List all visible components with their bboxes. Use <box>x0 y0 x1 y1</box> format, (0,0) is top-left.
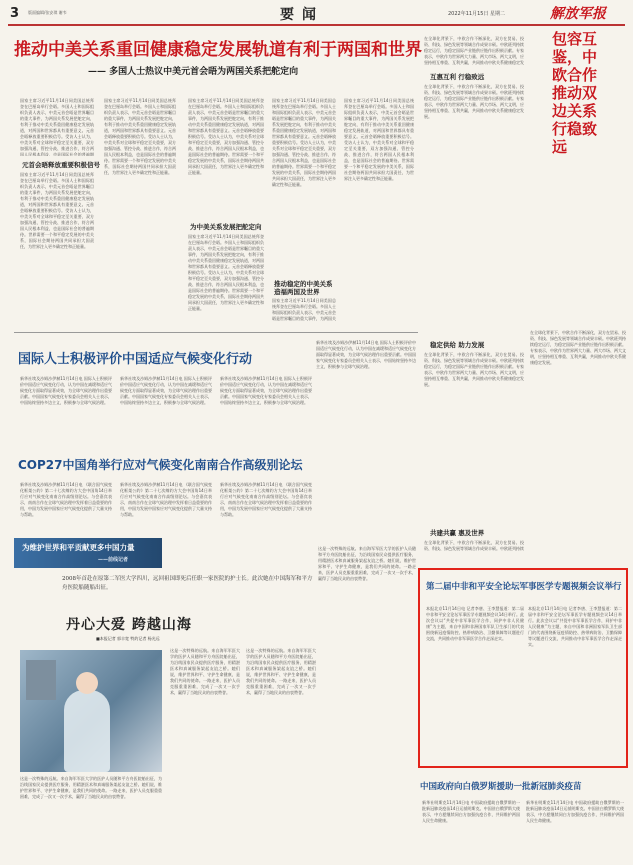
side-column-1b: 在全球化背景下，中欧合作不断深化，双方在贸易、投资、科技、绿色发展等领域合作成果丰硕。中欧班列持续稳定运行，为稳定国际产业链供应链作出积极贡献。专家表示，中欧作为世界两大力量、两大市场、两大文明，应坚持相互尊重、互利共赢，共同推动中欧关系健康稳定发展。 <box>424 84 524 119</box>
climate-column-1: 新华社埃及沙姆沙伊赫11月14日电 国际人士积极评价中国适应气候变化行动，认为中国在减缓和适应气候变化方面取得显著成效，为全球气候治理作出重要贡献。中国国家气候变化专家委员会相关人士表示，中国始终坚持多边主义，积极参与全球气候治理。 <box>20 376 112 405</box>
side-column-1: 在全球化背景下，中欧合作不断深化，双方在贸易、投资、科技、绿色发展等领域合作成果丰硕。中欧班列持续稳定运行，为稳定国际产业链供应链作出积极贡献。专家表示，中欧作为世界两大力量、两大市场、两大文明，应坚持相互尊重、互利共赢，共同推动中欧关系健康稳定发 <box>424 36 524 65</box>
lead-column-4b: 国家主席习近平11月14日同美国总统拜登在巴厘岛举行会晤。多国人士和国际组织负责人表示，中美元首会晤是世界瞩目的重大事件，为两国关 <box>272 298 336 321</box>
section-name: 要闻 <box>280 7 324 23</box>
feature-quote: 2008年首赴在原第二军医大学四川，远回祖国即死后任职一家医院的护士长。此次她在中国海军和平方舟医院船随船出征。 <box>62 576 313 591</box>
middle-column-a: 新华社埃及沙姆沙伊赫11月14日电 国际人士积极评价中国适应气候变化行动，认为中国在减缓和适应气候变化方面取得显著成效，为全球气候治理作出重要贡献。中国国家气候变化专家委员会相关人士表示，中国始终坚持多边主义，积极参与全球气候治理。 <box>316 340 416 369</box>
defense-article-box <box>418 568 628 768</box>
newspaper-logo: 解放军报 <box>550 6 606 22</box>
section-meta: 版面编辑/张安琪 谢韦 <box>28 10 67 15</box>
feature-byline: ■本报记者 郭丰宽 特约记者 杨光远 <box>96 636 160 641</box>
photo-figure <box>64 690 110 772</box>
climate-column-3: 新华社埃及沙姆沙伊赫11月14日电 国际人士积极评价中国适应气候变化行动，认为中国在减缓和适应气候变化方面取得显著成效，为全球气候治理作出重要贡献。中国国家气候变化专家委员会相关人士表示，中国始终坚持多边主义，积极参与全球气候治理。 <box>220 376 312 405</box>
lead-column-5: 国家主席习近平11月14日同美国总统拜登在巴厘岛举行会晤。多国人士和国际组织负责人表示，中美元首会晤是世界瞩目的重大事件，为两国关系发展把舵定向，有利于推动中美关系重回健康稳定发展轨道，对两国和世界都具有重要意义。元首会晤释放重要积极信号。受访人士认为，中美关系对全球和平稳定至关重要，双方加强沟通、管控分歧、推进合作，符合两国人民根本利益，也是国际社会的普遍期待。世界需要一个和平稳定发展的中美关系，国际社会期待两国共同承担大国责任，为世界注入更多确定性和正能量。 <box>344 98 414 181</box>
lead-subhead-1: 元首会晤释放重要积极信号 <box>22 161 100 169</box>
lead-subtitle: —— 多国人士热议中美元首会晤为两国关系把舵定向 <box>88 67 299 77</box>
cop27-column-2: 新华社埃及沙姆沙伊赫11月14日电 《联合国气候变化框架公约》第二十七次缔约方大会中国角14日举行应对气候变化南南合作高级别论坛。与会嘉宾表示，南南合作在全球气候治理中发挥着日益重要的作用，中国为发展中国家应对气候变化提供了大量支持与帮助。 <box>120 482 212 517</box>
lead-subhead-2: 为中美关系发展把舵定向 <box>190 223 262 231</box>
lead-title: 推动中美关系重回健康稳定发展轨道有利于两国和世界 <box>14 40 422 60</box>
side-column-2: 在全球化背景下，中欧合作不断深化，双方在贸易、投资、科技、绿色发展等领域合作成果丰硕。中欧班列持续稳定运行，为稳定国际产业链供应链作出积极贡献。专家表示，中欧作为世界两大力量、两大市场、两大文明，应坚持相互尊重、互利共赢，共同推动中欧关系健康稳定发展。 <box>424 352 524 387</box>
date-line: 2022年11月15日 星期二 <box>448 11 506 17</box>
masthead-rule <box>8 24 625 26</box>
side-column-4: 在全球化背景下，中欧合作不断深化，双方在贸易、投资、科技、绿色发展等领域合作成果丰硕。中欧班列持续稳定运行，为稳定国际产业链供应链作出积极贡献。专家表示，中欧作为世界两大力量、两大市场、两大文明，应坚持相互尊重、互利共赢，共同推动中欧关系健康稳定发展。 <box>530 330 626 365</box>
cop27-column-3: 新华社埃及沙姆沙伊赫11月14日电 《联合国气候变化框架公约》第二十七次缔约方大会中国角14日举行应对气候变化南南合作高级别论坛。与会嘉宾表示，南南合作在全球气候治理中发挥着日益重要的作用，中国为发展中国家应对气候变化提供了大量支持与帮助。 <box>220 482 312 517</box>
cop27-column-1: 新华社埃及沙姆沙伊赫11月14日电 《联合国气候变化框架公约》第二十七次缔约方大会中国角14日举行应对气候变化南南合作高级别论坛。与会嘉宾表示，南南合作在全球气候治理中发挥着日益重要的作用，中国为发展中国家应对气候变化提供了大量支持与帮助。 <box>20 482 112 517</box>
lead-subhead-3: 推动稳定的中美关系造福两国及世界 <box>274 280 333 296</box>
lead-column-1: 国家主席习近平11月14日同美国总统拜登在巴厘岛举行会晤。多国人士和国际组织负责人表示，中美元首会晤是世界瞩目的重大事件，为两国关系发展把舵定向，有利于推动中美关系重回健康稳定发展轨道，对两国和世界都具有重要意义。元首会晤释放重要积极信号。受访人士认为，中美关系对全球和平稳定至关重要，双方加强沟通、管控分歧、推进合作，符合两国人民根本利益，也是国际社会的普遍期 <box>20 98 94 156</box>
defense-column-1: 本报北京11月14日电 记者李唐、王李慧报道：第二届中非和平安全论坛军事医学专题视频会议14日举行。此次会议以“共促中非军事医学合作，同护中非人民健康”为主题，来自中国和非洲国家军队卫生部门的代表围绕新冠疫情防控、热带病防治、卫勤保障等议题进行交流，共同推动中非军事医学合作走深走实。 <box>426 606 524 641</box>
lead-column-4: 国家主席习近平11月14日同美国总统拜登在巴厘岛举行会晤。多国人士和国际组织负责人表示，中美元首会晤是世界瞩目的重大事件，为两国关系发展把舵定向，有利于推动中美关系重回健康稳定发展轨道，对两国和世界都具有重要意义。元首会晤释放重要积极信号。受访人士认为，中美关系对全球和平稳定至关重要，双方加强沟通、管控分歧、推进合作，符合两国人民根本利益，也是国际社会的普遍期待。世界需要一个和平稳定发展的中美关系，国际社会期待两国共同承担大国责任，为世界注入更多确定性和正能量。 <box>272 98 336 187</box>
side-banner <box>534 30 630 330</box>
lead-column-1b: 国家主席习近平11月14日同美国总统拜登在巴厘岛举行会晤。多国人士和国际组织负责人表示，中美元首会晤是世界瞩目的重大事件，为两国关系发展把舵定向，有利于推动中美关系重回健康稳定发展轨道，对两国和世界都具有重要意义。元首会晤释放重要积极信号。受访人士认为，中美关系对全球和平稳定至关重要，双方加强沟通、管控分歧、推进合作，符合两国人民根本利益，也是国际社会的普遍期待。世界需要一个和平稳定发展的中美关系，国际社会期待两国共同承担大国责任，为世界注入更多确定性和正能量。 <box>20 172 94 249</box>
vaccine-column-1: 新华社明斯克11月14日电 中国政府援助白俄罗斯的一批新冠肺炎疫苗14日运抵明斯克。中国驻白俄罗斯大使表示，中方愿继续同白方加强抗疫合作，共同维护两国人民生命健康。 <box>422 800 520 823</box>
lead-column-3: 国家主席习近平11月14日同美国总统拜登在巴厘岛举行会晤。多国人士和国际组织负责人表示，中美元首会晤是世界瞩目的重大事件，为两国关系发展把舵定向，有利于推动中美关系重回健康稳定发展轨道，对两国和世界都具有重要意义。元首会晤释放重要积极信号。受访人士认为，中美关系对全球和平稳定至关重要，双方加强沟通、管控分歧、推进合作，符合两国人民根本利益，也是国际社会的普遍期待。世界需要一个和平稳定发展的中美关系，国际社会期待两国共同承担大国责任，为世界注入更多确定性和正能量。 <box>188 98 264 175</box>
photo-figure-head <box>76 672 98 694</box>
photo-equipment <box>26 660 56 700</box>
feature-column-2: 这是一次特殊的远航。来自海军军医大学的医护人员随和平方舟医院船出征，为沿线国家民众提供医疗服务，用精湛医术和真诚服务架起友谊之桥。她们说，维护世界和平、守护生命健康，是我们共同的使命。一路走来，医护人员克服重重困难，完成了一次又一次手术，赢得了当地民众的由衷赞誉。 <box>170 648 240 695</box>
masthead <box>0 0 633 24</box>
side-subhead-3: 共建共赢 惠及世界 <box>430 529 485 537</box>
vaccine-title: 中国政府向白俄罗斯援助一批新冠肺炎疫苗 <box>420 782 582 792</box>
side-subhead-1: 互惠互利 行稳致远 <box>430 73 485 81</box>
lead-column-2: 国家主席习近平11月14日同美国总统拜登在巴厘岛举行会晤。多国人士和国际组织负责人表示，中美元首会晤是世界瞩目的重大事件，为两国关系发展把舵定向，有利于推动中美关系重回健康稳定发展轨道，对两国和世界都具有重要意义。元首会晤释放重要积极信号。受访人士认为，中美关系对全球和平稳定至关重要，双方加强沟通、管控分歧、推进合作，符合两国人民根本利益，也是国际社会的普遍期待。世界需要一个和平稳定发展的中美关系，国际社会期待两国共同承担大国责任，为世界注入更多确定性和正能量。 <box>104 98 176 175</box>
lead-bottom-rule <box>14 332 418 333</box>
side-banner-title: 包容互鉴，中欧合作推动双边关系行稳致远 <box>552 30 598 156</box>
lead-column-3b: 国家主席习近平11月14日同美国总统拜登在巴厘岛举行会晤。多国人士和国际组织负责人表示，中美元首会晤是世界瞩目的重大事件，为两国关系发展把舵定向，有利于推动中美关系重回健康稳定发展轨道，对两国和世界都具有重要意义。元首会晤释放重要积极信号。受访人士认为，中美关系对全球和平稳定至关重要，双方加强沟通、管控分歧、推进合作，符合两国人民根本利益，也是国际社会的普遍期待。世界需要一个和平稳定发展的中美关系，国际社会期待两国共同承担大国责任，为世界注入更多确定性和正能量。 <box>188 234 264 311</box>
page-number: 3 <box>10 6 20 21</box>
feature-banner <box>14 538 162 568</box>
side-subhead-2: 稳定供给 助力发展 <box>430 341 485 349</box>
feature-photo <box>20 650 162 772</box>
defense-title: 第二届中非和平安全论坛军事医学专题视频会议举行 <box>426 582 622 592</box>
climate-column-2: 新华社埃及沙姆沙伊赫11月14日电 国际人士积极评价中国适应气候变化行动，认为中国在减缓和适应气候变化方面取得显著成效，为全球气候治理作出重要贡献。中国国家气候变化专家委员会相关人士表示，中国始终坚持多边主义，积极参与全球气候治理。 <box>120 376 212 405</box>
feature-title: 丹心大爱 跨越山海 <box>66 617 192 633</box>
feature-banner-sub: ——前线记者 <box>98 557 129 563</box>
middle-column-b: 这是一次特殊的远航。来自海军军医大学的医护人员随和平方舟医院船出征，为沿线国家民众提供医疗服务，用精湛医术和真诚服务架起友谊之桥。她们说，维护世界和平、守护生命健康，是我们共同的使命。一路走来，医护人员克服重重困难，完成了一次又一次手术，赢得了当地民众的由衷赞誉。 <box>318 546 416 581</box>
side-column-3: 在全球化背景下，中欧合作不断深化，双方在贸易、投资、科技、绿色发展等领域合作成果丰硕。中欧班列持续 <box>424 540 524 551</box>
feature-photo-caption: 这是一次特殊的远航。来自海军军医大学的医护人员随和平方舟医院船出征，为沿线国家民众提供医疗服务，用精湛医术和真诚服务架起友谊之桥。她们说，维护世界和平、守护生命健康，是我们共同的使命。一路走来，医护人员克服重重困难，完成了一次又一次手术，赢得了当地民众的由衷赞誉。 <box>20 776 162 799</box>
feature-banner-title: 为维护世界和平贡献更多中国力量 <box>22 543 135 552</box>
cop27-title: COP27中国角举行应对气候变化南南合作高级别论坛 <box>18 458 303 472</box>
feature-column-3: 这是一次特殊的远航。来自海军军医大学的医护人员随和平方舟医院船出征，为沿线国家民众提供医疗服务，用精湛医术和真诚服务架起友谊之桥。她们说，维护世界和平、守护生命健康，是我们共同的使命。一路走来，医护人员克服重重困难，完成了一次又一次手术，赢得了当地民众的由衷赞誉。 <box>246 648 316 695</box>
vaccine-column-2: 新华社明斯克11月14日电 中国政府援助白俄罗斯的一批新冠肺炎疫苗14日运抵明斯克。中国驻白俄罗斯大使表示，中方愿继续同白方加强抗疫合作，共同维护两国人民生命健康。 <box>526 800 624 823</box>
defense-column-2: 本报北京11月14日电 记者李唐、王李慧报道：第二届中非和平安全论坛军事医学专题视频会议14日举行。此次会议以“共促中非军事医学合作，同护中非人民健康”为主题，来自中国和非洲国家军队卫生部门的代表围绕新冠疫情防控、热带病防治、卫勤保障等议题进行交流，共同推动中非军事医学合作走深走实。 <box>528 606 622 647</box>
climate-title: 国际人士积极评价中国适应气候变化行动 <box>18 352 253 367</box>
